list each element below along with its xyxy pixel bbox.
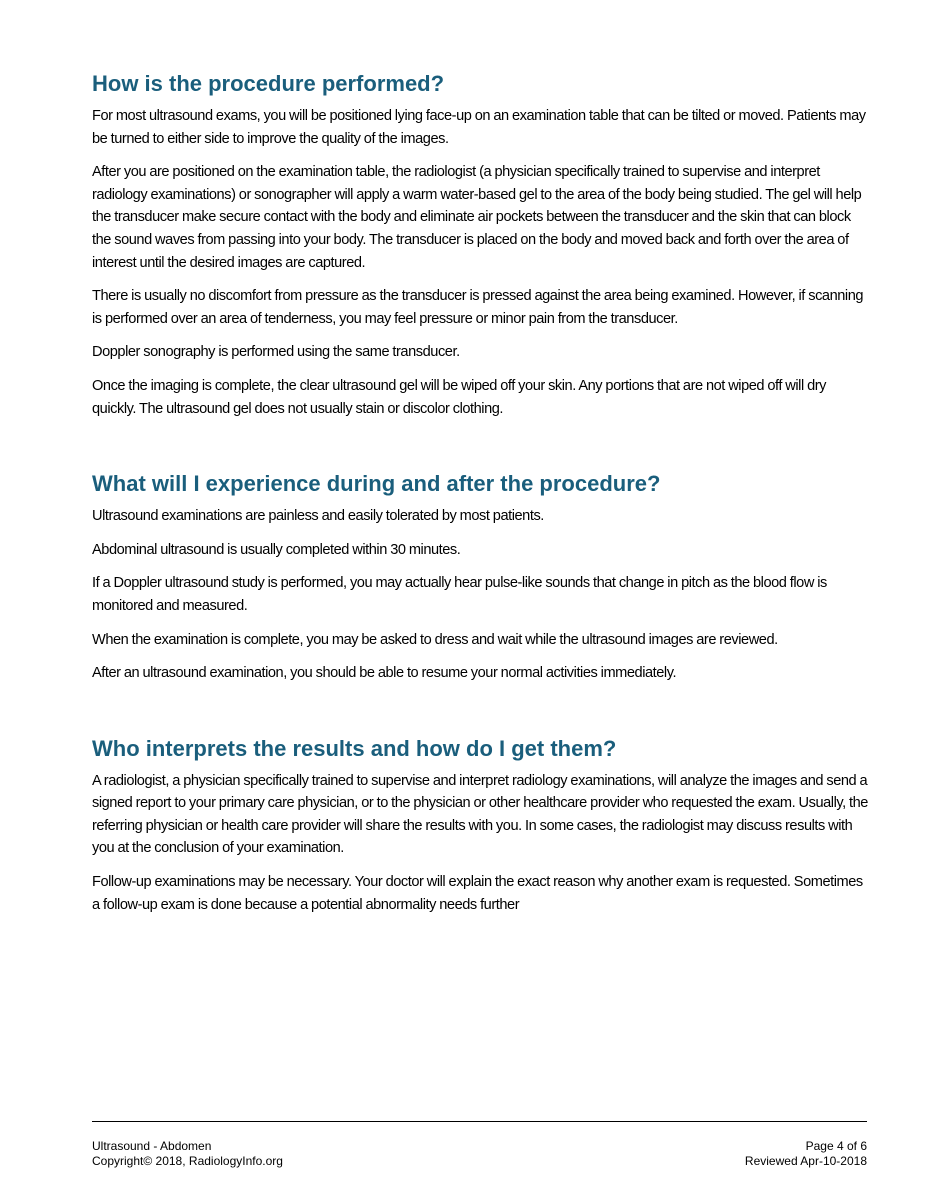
paragraph: Abdominal ultrasound is usually completed within 30 minutes. (92, 541, 461, 558)
footer-doc-title: Ultrasound - Abdomen (92, 1139, 212, 1153)
paragraph: After an ultrasound examination, you should be able to resume your normal activities immediately. (92, 665, 677, 682)
page-footer (92, 1139, 867, 1169)
paragraph: Ultrasound examinations are painless and easily tolerated by most patients. (92, 508, 544, 525)
footer-page-number: Page 4 of 6 (805, 1139, 867, 1153)
paragraph: Follow-up examinations may be necessary. Your doctor will explain the exact reason why another exam is requested. Sometimes a follow-up exam is done because a potential abnormality needs further (92, 874, 863, 913)
section-experience (92, 470, 870, 685)
section-results (92, 735, 870, 917)
paragraph: A radiologist, a physician specifically trained to supervise and interpret radiology examinations, will analyze the images and send a signed report to your primary care physician, or to the physician or other healthcare provider who requested the exam. Usually, the referring physician or health care provider will share the results with you. In some cases, the radiologist may discuss results with you at the conclusion of your examination. (92, 772, 868, 857)
paragraph: After you are positioned on the examination table, the radiologist (a physician specifically trained to supervise and interpret radiology examinations) or sonographer will apply a warm water-based gel to the area of the body being studied. The gel will help the transducer make secure contact with the body and eliminate air pockets between the transducer and the skin that can block the sound waves from passing into your body. The transducer is placed on the body and moved back and forth over the area of interest until the desired images are captured. (92, 164, 862, 271)
paragraph: There is usually no discomfort from pressure as the transducer is pressed against the area being examined. However, if scanning is performed over an area of tenderness, you may feel pressure or minor pain from the transducer. (92, 288, 864, 327)
section-procedure (92, 70, 870, 420)
paragraph: When the examination is complete, you may be asked to dress and wait while the ultrasound images are reviewed. (92, 631, 778, 648)
section-heading: What will I experience during and after the procedure? (92, 471, 661, 497)
paragraph: Once the imaging is complete, the clear ultrasound gel will be wiped off your skin. Any portions that are not wiped off will dry quickly. The ultrasound gel does not usually stain or discolor clothing. (92, 377, 826, 417)
footer-row-top (92, 1139, 867, 1154)
footer-divider (92, 1121, 867, 1122)
section-heading: How is the procedure performed? (92, 71, 445, 96)
paragraph: Doppler sonography is performed using the same transducer. (92, 344, 460, 361)
footer-reviewed-date: Reviewed Apr-10-2018 (744, 1154, 867, 1168)
paragraph: For most ultrasound exams, you will be positioned lying face-up on an examination table that can be tilted or moved. Patients may be turned to either side to improve the quality of the images. (92, 108, 866, 147)
section-heading: Who interprets the results and how do I get them? (92, 735, 617, 761)
footer-row-bottom (92, 1154, 867, 1169)
paragraph: If a Doppler ultrasound study is performed, you may actually hear pulse-like sounds that change in pitch as the blood flow is monitored and measured. (92, 575, 827, 614)
footer-copyright: Copyright© 2018, RadiologyInfo.org (92, 1154, 283, 1168)
page-content (92, 70, 870, 927)
